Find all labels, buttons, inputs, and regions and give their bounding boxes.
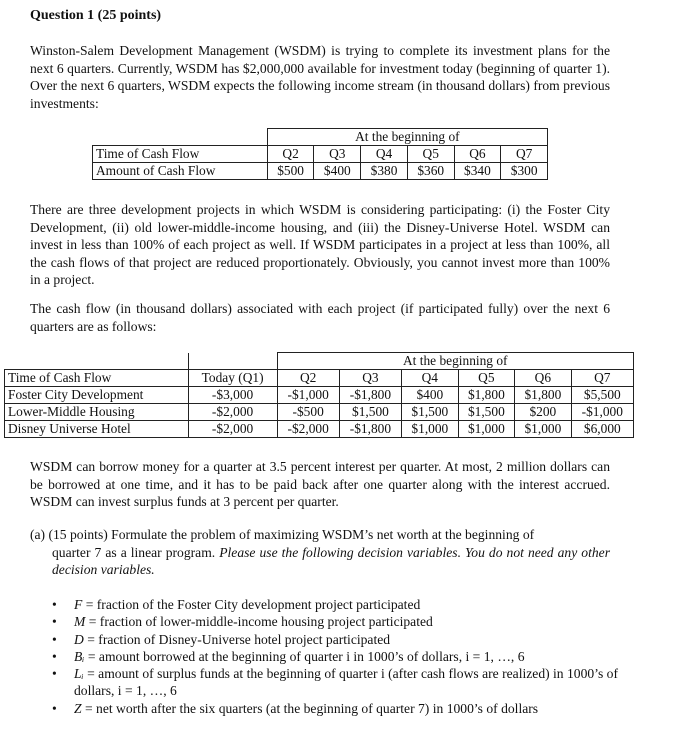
project-cashflow-cell: $200 [515,404,572,421]
project-table-blank-cell [5,353,189,370]
project-cashflow-cell: -$3,000 [188,387,277,404]
project-table-column-header: Q6 [515,370,572,387]
project-cashflow-cell: $1,500 [458,404,515,421]
variable-definition: = fraction of lower-middle-income housing project participated [85,614,433,630]
income-table-row-label: Time of Cash Flow [93,146,268,163]
project-table-row [5,387,634,404]
income-table-amount: $400 [314,163,361,180]
income-table-quarter: Q6 [454,146,501,163]
part-a-plain: quarter 7 as a linear program. [52,544,216,560]
project-cashflow-cell: $5,500 [571,387,633,404]
project-table-group-header: At the beginning of [277,353,633,370]
project-cashflow-cell: -$2,000 [188,421,277,438]
income-table-amount-row [93,163,548,180]
income-table-group-header: At the beginning of [267,129,547,146]
bullet-icon: • [52,648,57,664]
income-table-amount: $340 [454,163,501,180]
project-cashflow-cell: $6,000 [571,421,633,438]
income-table-quarter: Q3 [314,146,361,163]
projects-paragraph: There are three development projects in which WSDM is considering participating: (i) the Foster City Development, (ii) old lower-middle-income housing, and (iii) the Disney-Universe Hotel. WSDM can invest in less than 100% of each project as well. If WSDM participates in a project at less than 100%, all the cash flows of that project are reduced proportionately. Obviously, you cannot invest more than 100% in a project. [30,202,610,287]
income-table-quarter: Q7 [501,146,548,163]
decision-variable-item [52,648,622,665]
project-table-header-label: Time of Cash Flow [5,370,189,387]
project-table-column-header: Q3 [339,370,401,387]
variable-definition: = fraction of Disney-Universe hotel project participated [83,631,391,647]
decision-variable-item [52,700,622,717]
decision-variable-list [52,596,622,717]
project-cashflow-cell: -$2,000 [277,421,339,438]
income-table-blank-cell [93,129,268,146]
variable-definition: = net worth after the six quarters (at the beginning of quarter 7) in 1000’s of dollars [81,700,539,716]
project-cashflow-cell: $1,000 [458,421,515,438]
bullet-icon: • [52,700,57,716]
variable-definition: = fraction of the Foster City development project participated [82,597,421,612]
project-table-column-header: Today (Q1) [188,370,277,387]
project-table-group-row [5,353,634,370]
variable-symbol: M [74,614,86,630]
income-table-group-row [93,129,548,146]
project-table-column-header: Q5 [458,370,515,387]
project-cashflow-cell: -$500 [277,404,339,421]
project-table-row [5,421,634,438]
project-table-header-row [5,370,634,387]
income-table-quarter: Q2 [267,146,314,163]
project-table-column-header: Q2 [277,370,339,387]
project-table-column-header: Q7 [571,370,633,387]
part-a-continuation [30,544,610,579]
decision-variable-item [52,613,622,630]
part-a-lead: (a) (15 points) Formulate the problem of maximizing WSDM’s net worth at the beginning of [30,527,535,542]
variable-symbol: Z [74,700,82,716]
decision-variable-item [52,665,622,700]
project-cashflow-cell: $1,000 [515,421,572,438]
project-cashflow-cell: $1,800 [458,387,515,404]
income-stream-table [92,128,548,180]
income-table-amount: $500 [267,163,314,180]
bullet-icon: • [52,597,57,612]
income-table-amount: $380 [361,163,408,180]
income-table-amount: $360 [407,163,454,180]
decision-variable-item [52,596,622,613]
cashflow-intro-paragraph: The cash flow (in thousand dollars) associated with each project (if participated fully) over the next 6 quarters are as follows: [30,301,610,334]
project-name: Lower-Middle Housing [5,404,189,421]
project-name: Foster City Development [5,387,189,404]
variable-definition: = amount borrowed at the beginning of quarter i in 1000’s of dollars, i = 1, …, 6 [84,648,525,664]
project-cashflow-cell: -$2,000 [188,404,277,421]
income-table-quarter-row [93,146,548,163]
project-cashflow-cell: $1,500 [339,404,401,421]
bullet-icon: • [52,631,57,647]
variable-symbol: D [74,631,84,647]
variable-definition: = amount of surplus funds at the beginning of quarter i (after cash flows are realized) in 1000’s of dollars, i = 1, …, 6 [74,666,618,699]
project-cashflow-cell: $1,500 [402,404,459,421]
project-table-row [5,404,634,421]
part-a-paragraph [30,526,610,579]
variable-symbol: Bᵢ [74,648,85,664]
project-cashflow-cell: -$1,800 [339,387,401,404]
project-cashflow-table [4,352,634,438]
project-cashflow-cell: $400 [402,387,459,404]
project-name: Disney Universe Hotel [5,421,189,438]
income-table-quarter: Q5 [407,146,454,163]
borrowing-paragraph: WSDM can borrow money for a quarter at 3.5 percent interest per quarter. At most, 2 million dollars can be borrowed at one time, and it has to be paid back after one quarter along with the interest accrued. WSDM can invest surplus funds at 3 percent per quarter. [30,459,610,509]
income-table-amount: $300 [501,163,548,180]
part-a-italic: Please use the following decision variables. You do not need any other decision variables. [52,544,610,577]
variable-symbol: Lᵢ [74,666,84,682]
income-table-row-label: Amount of Cash Flow [93,163,268,180]
project-cashflow-cell: -$1,800 [339,421,401,438]
project-cashflow-cell: -$1,000 [277,387,339,404]
bullet-icon: • [52,666,57,682]
intro-paragraph: Winston-Salem Development Management (WSDM) is trying to complete its investment plans for the next 6 quarters. Currently, WSDM has $2,000,000 available for investment today (beginning of quarter 1). Over the next 6 quarters, WSDM expects the following income stream (in thousand dollars) from previous investments: [30,43,610,111]
project-cashflow-cell: $1,800 [515,387,572,404]
decision-variable-item [52,631,622,648]
variable-symbol: F [74,597,83,612]
project-table-blank-cell [188,353,277,370]
bullet-icon: • [52,614,57,630]
question-title: Question 1 (25 points) [30,8,162,23]
project-table-column-header: Q4 [402,370,459,387]
income-table-quarter: Q4 [361,146,408,163]
project-cashflow-cell: -$1,000 [571,404,633,421]
project-cashflow-cell: $1,000 [402,421,459,438]
